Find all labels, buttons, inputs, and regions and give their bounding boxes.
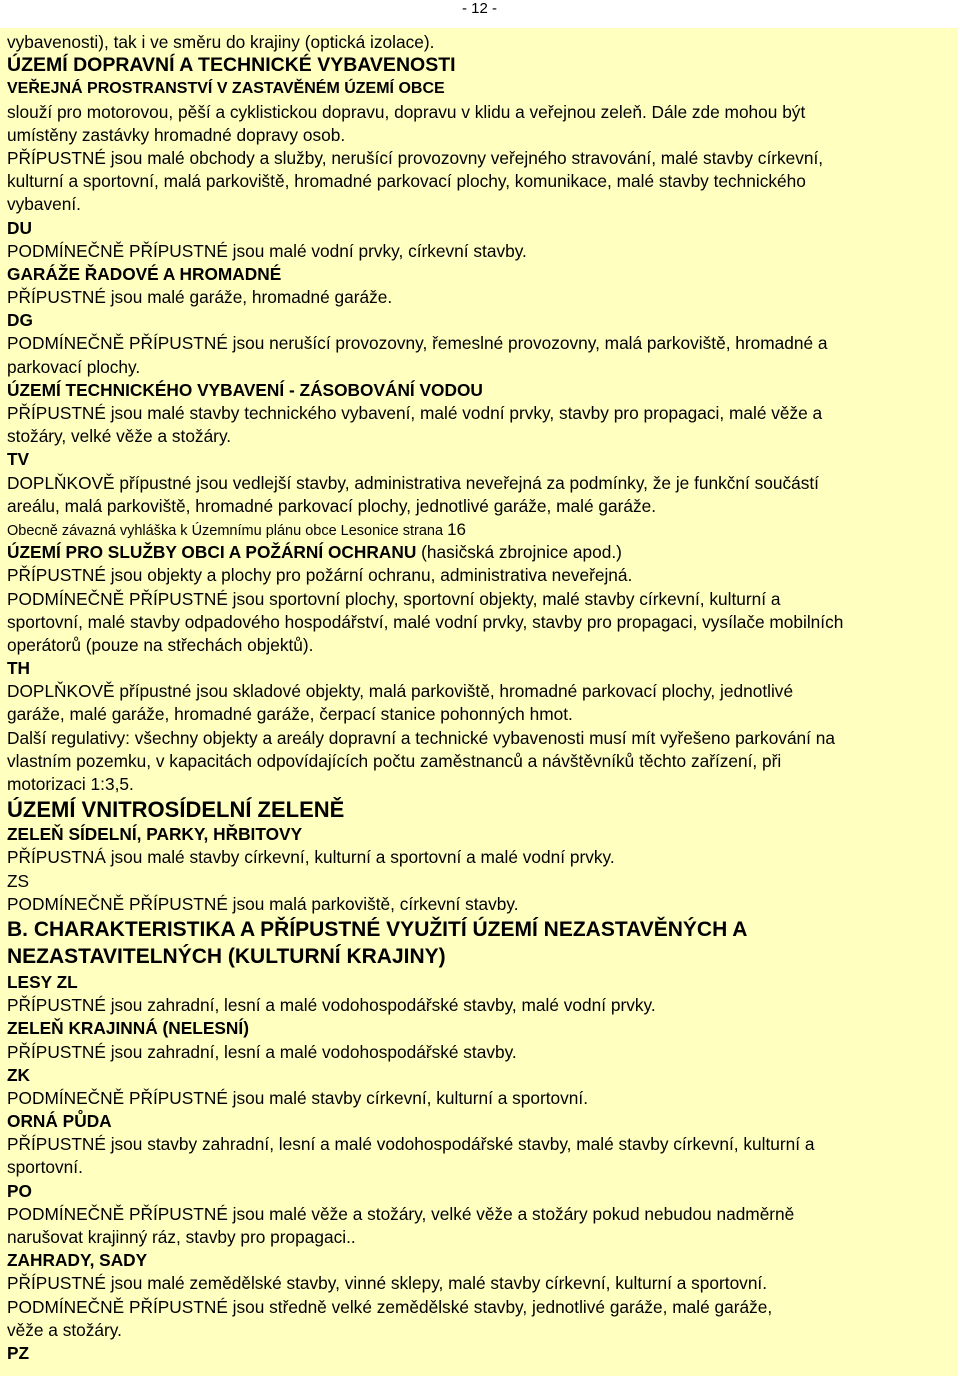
chapter-heading: NEZASTAVITELNÝCH (KULTURNÍ KRAJINY)	[7, 945, 446, 969]
text-line: PŘÍPUSTNÉ jsou malé stavby technického vybavení, malé vodní prvky, stavby pro propagaci, malé věže a	[7, 403, 823, 423]
text-line: DOPLŇKOVĚ přípustné jsou skladové objekty, malá parkoviště, hromadné parkovací plochy, jednotlivé	[7, 681, 794, 702]
zone-code: PO	[7, 1180, 32, 1201]
text-line: umístěny zastávky hromadné dopravy osob.	[7, 124, 346, 145]
section-heading: ÚZEMÍ PRO SLUŽBY OBCI A POŽÁRNÍ OCHRANU	[7, 542, 417, 563]
footer-page-number: 16	[447, 519, 467, 539]
subsection-heading: ZAHRADY, SADY	[7, 1250, 148, 1271]
subsection-heading: ORNÁ PŮDA	[7, 1111, 112, 1132]
zone-code: DG	[7, 310, 33, 331]
text-line: vybavenosti), tak i ve směru do krajiny (optická izolace).	[7, 32, 435, 52]
zone-code: DU	[7, 217, 32, 238]
text-line: operátorů (pouze na střechách objektů).	[7, 634, 314, 655]
subsection-heading: ZELEŇ SÍDELNÍ, PARKY, HŘBITOVY	[7, 824, 303, 845]
zone-code: ZK	[7, 1064, 31, 1085]
text-line: kulturní a sportovní, malá parkoviště, hromadné parkovací plochy, komunikace, malé stavby technického	[7, 171, 806, 192]
subsection-heading: ZELEŇ KRAJINNÁ (NELESNÍ)	[7, 1018, 249, 1039]
text-line: PŘÍPUSTNÉ jsou malé zemědělské stavby, vinné sklepy, malé stavby církevní, kulturní a sportovní.	[7, 1273, 768, 1294]
heading-note: (hasičská zbrojnice apod.)	[416, 542, 622, 563]
text-line: PODMÍNEČNĚ PŘÍPUSTNÉ jsou malá parkoviště, církevní stavby.	[7, 893, 519, 914]
text-line: garáže, malé garáže, hromadné garáže, čerpací stanice pohonných hmot.	[7, 704, 573, 725]
subsection-heading: GARÁŽE ŘADOVÉ A HROMADNÉ	[7, 263, 282, 284]
text-line: slouží pro motorovou, pěší a cyklistickou dopravu, dopravu v klidu a veřejnou zeleň. Dále zde mohou být	[7, 101, 806, 122]
text-line: sportovní.	[7, 1157, 83, 1178]
text-line: PODMÍNEČNĚ PŘÍPUSTNÉ jsou malé vodní prvky, církevní stavby.	[7, 240, 527, 261]
footer-text: Obecně závazná vyhláška k Územnímu plánu obce Lesonice strana	[7, 522, 444, 539]
text-line: DOPLŇKOVĚ přípustné jsou vedlejší stavby, administrativa neveřejná za podmínky, že je funkční součástí	[7, 472, 819, 493]
text-line: PŘÍPUSTNÉ jsou stavby zahradní, lesní a malé vodohospodářské stavby, malé stavby církevní, kulturní a	[7, 1134, 815, 1155]
text-line: věže a stožáry.	[7, 1319, 122, 1340]
text-line: Další regulativy: všechny objekty a areály dopravní a technické vybavenosti musí mít vyřešeno parkování na	[7, 727, 835, 748]
zone-code: PZ	[7, 1342, 30, 1363]
section-heading: ÚZEMÍ TECHNICKÉHO VYBAVENÍ - ZÁSOBOVÁNÍ VODOU	[7, 379, 483, 400]
zone-code: ZS	[7, 870, 30, 891]
chapter-heading: B. CHARAKTERISTIKA A PŘÍPUSTNÉ VYUŽITÍ ÚZEMÍ NEZASTAVĚNÝCH A	[7, 917, 748, 941]
text-line: narušovat krajinný ráz, stavby pro propagaci..	[7, 1227, 356, 1247]
text-line: PŘÍPUSTNÉ jsou malé obchody a služby, nerušící provozovny veřejného stravování, malé stavby církevní,	[7, 147, 824, 168]
text-line: areálu, malá parkoviště, hromadné parkovací plochy, jednotlivé garáže, malé garáže.	[7, 495, 657, 516]
page-number: - 12 -	[462, 0, 498, 17]
text-line: stožáry, velké věže a stožáry.	[7, 426, 232, 447]
subsection-heading: LESY ZL	[7, 971, 78, 992]
subsection-heading: VEŘEJNÁ PROSTRANSTVÍ V ZASTAVĚNÉM ÚZEMÍ OBCE	[7, 80, 445, 98]
text-line: PŘÍPUSTNÉ jsou zahradní, lesní a malé vodohospodářské stavby, malé vodní prvky.	[7, 995, 656, 1016]
text-line: PŘÍPUSTNÉ jsou malé garáže, hromadné garáže.	[7, 287, 393, 308]
text-line: PŘÍPUSTNÉ jsou zahradní, lesní a malé vodohospodářské stavby.	[7, 1041, 517, 1062]
page-footer	[7, 518, 958, 541]
text-line: PODMÍNEČNĚ PŘÍPUSTNÉ jsou malé stavby církevní, kulturní a sportovní.	[7, 1087, 589, 1108]
section-heading: ÚZEMÍ VNITROSÍDELNÍ ZELENĚ	[7, 797, 345, 823]
text-line: PODMÍNEČNĚ PŘÍPUSTNÉ jsou sportovní plochy, sportovní objekty, malé stavby církevní, kulturní a	[7, 588, 781, 609]
text-line: PŘÍPUSTNÁ jsou malé stavby církevní, kulturní a sportovní a malé vodní prvky.	[7, 847, 615, 868]
text-line: PŘÍPUSTNÉ jsou objekty a plochy pro požární ochranu, administrativa neveřejná.	[7, 565, 633, 586]
zone-code: TH	[7, 658, 31, 679]
text-line: sportovní, malé stavby odpadového hospodářství, malé vodní prvky, stavby pro propagaci, vysílače mobilních	[7, 611, 844, 632]
text-line: PODMÍNEČNĚ PŘÍPUSTNÉ jsou středně velké zemědělské stavby, jednotlivé garáže, malé garáže,	[7, 1296, 773, 1317]
text-line: PODMÍNEČNĚ PŘÍPUSTNÉ jsou nerušící provozovny, řemeslné provozovny, malá parkoviště, hromadné a	[7, 333, 828, 354]
document-body	[0, 28, 958, 1376]
text-line: vybavení.	[7, 194, 81, 215]
section-heading: ÚZEMÍ DOPRAVNÍ A TECHNICKÉ VYBAVENOSTI	[7, 54, 456, 77]
zone-code: TV	[7, 449, 30, 470]
text-line: motorizaci 1:3,5.	[7, 774, 134, 794]
heading-line	[7, 541, 958, 564]
text-line: vlastním pozemku, v kapacitách odpovídajících počtu zaměstnanců a návštěvníků těchto zařízení, při	[7, 750, 782, 771]
text-line: parkovací plochy.	[7, 356, 141, 377]
text-line: PODMÍNEČNĚ PŘÍPUSTNÉ jsou malé věže a stožáry, velké věže a stožáry pokud nebudou nadměrně	[7, 1203, 795, 1224]
